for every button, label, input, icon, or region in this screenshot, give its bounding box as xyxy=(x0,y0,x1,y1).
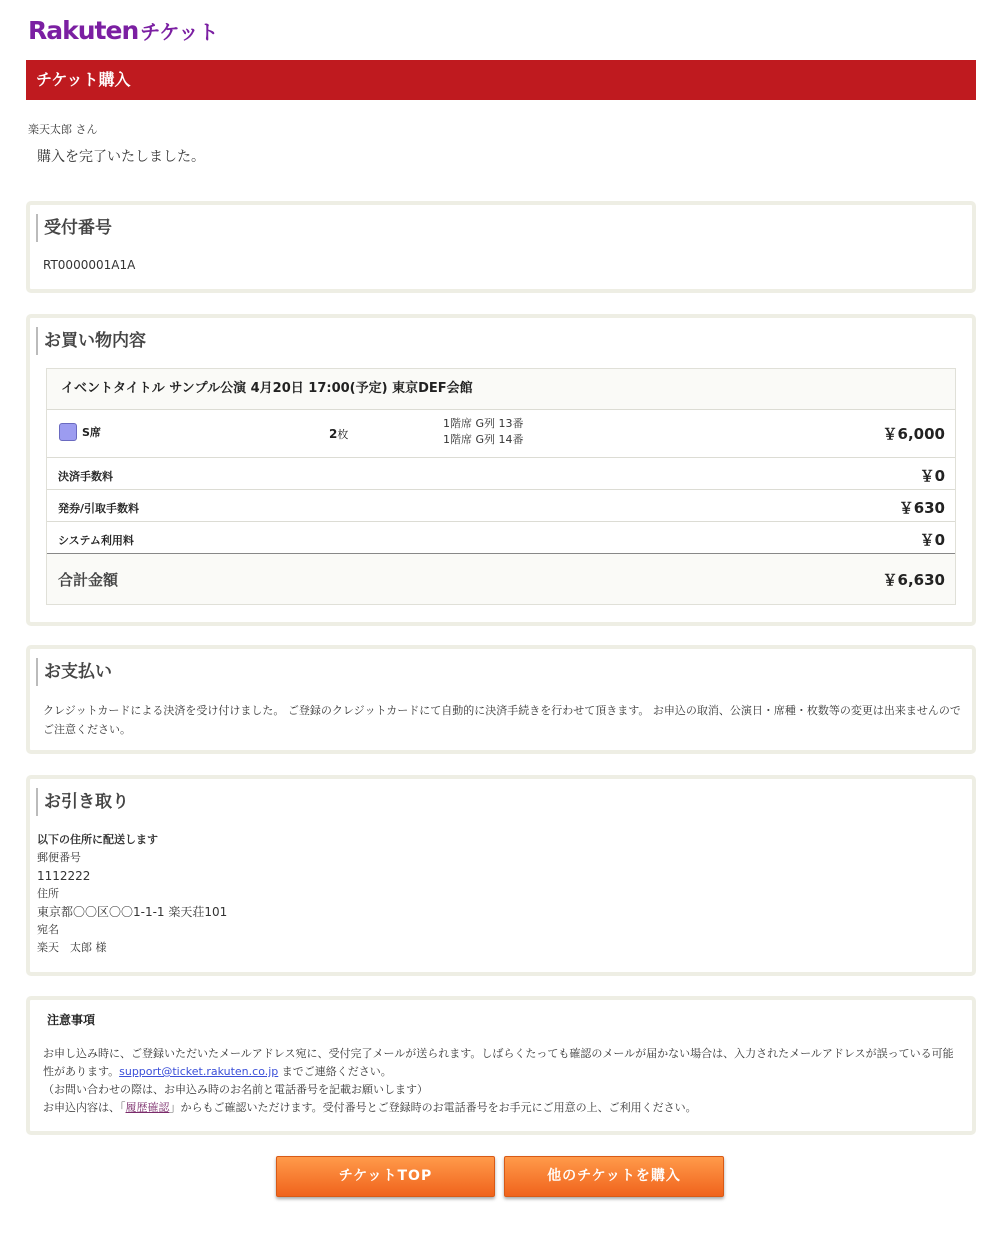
fee-value: ￥0 xyxy=(919,531,945,549)
delivery-note: 以下の住所に配送します xyxy=(37,833,158,846)
user-greeting: 楽天太郎 さん xyxy=(28,123,98,136)
buy-other-ticket-button[interactable]: 他のチケットを購入 xyxy=(504,1156,724,1197)
notice-heading: 注意事項 xyxy=(47,1013,96,1027)
notice-text: までご連絡ください。 xyxy=(278,1065,392,1078)
notice-body xyxy=(43,1045,962,1117)
rakuten-ticket-logo[interactable] xyxy=(28,14,218,46)
seat-quantity xyxy=(329,426,348,442)
receipt-panel xyxy=(26,201,976,293)
purchase-panel xyxy=(26,314,976,626)
notice-panel xyxy=(26,996,976,1135)
pickup-panel xyxy=(26,775,976,976)
fee-value: ￥0 xyxy=(919,467,945,485)
total-row xyxy=(47,554,955,604)
payment-text: クレジットカードによる決済を受け付けました。 ご登録のクレジットカードにて自動的に決済手続きを行わせて頂きます。 お申込の取消、公演日・席種・枚数等の変更は出来ませんのでご注意ください。 xyxy=(43,704,961,736)
total-label: 合計金額 xyxy=(58,571,119,589)
recipient-label: 宛名 xyxy=(37,923,59,936)
event-title: イベントタイトル サンプル公演 4月20日 17:00(予定) 東京DEF会館 xyxy=(47,369,955,410)
seat-price: ￥6,000 xyxy=(882,425,945,443)
logo-product: チケット xyxy=(140,19,219,44)
seat-type: S席 xyxy=(82,426,101,439)
notice-line-history xyxy=(43,1099,962,1117)
notice-line-email xyxy=(43,1045,962,1081)
payment-heading: お支払い xyxy=(36,658,972,686)
payment-panel xyxy=(26,645,976,754)
postal-label: 郵便番号 xyxy=(37,851,81,864)
logo-brand: Rakuten xyxy=(28,15,139,45)
seat-row xyxy=(47,410,955,458)
seat-color-chip xyxy=(59,423,77,441)
fee-row-ticketing xyxy=(47,490,955,522)
purchase-heading: お買い物内容 xyxy=(36,327,972,355)
page-title-bar: チケット購入 xyxy=(26,60,976,100)
fee-value: ￥630 xyxy=(898,499,945,517)
seat-qty-unit: 枚 xyxy=(337,428,349,441)
notice-line-inquiry: （お問い合わせの際は、お申込み時のお名前と電話番号を記載お願いします） xyxy=(43,1083,428,1096)
seat-positions xyxy=(443,416,524,448)
seat-qty-number: 2 xyxy=(329,427,338,441)
address-label: 住所 xyxy=(37,887,59,900)
fee-row-payment xyxy=(47,458,955,490)
pickup-heading: お引き取り xyxy=(36,788,972,816)
fee-label: 発券/引取手数料 xyxy=(58,502,140,515)
purchase-detail-table xyxy=(46,368,956,605)
postal-value: 1112222 xyxy=(37,869,91,883)
pickup-details xyxy=(37,831,227,957)
address-value: 東京都〇〇区〇〇1-1-1 楽天荘101 xyxy=(37,905,228,919)
seat-position: 1階席 G列 14番 xyxy=(443,433,524,446)
receipt-number: RT0000001A1A xyxy=(43,258,136,272)
notice-text: 」からもご確認いただけます。受付番号とご登録時のお電話番号をお手元にご用意の上、ご利用ください。 xyxy=(169,1101,697,1114)
notice-text: お申し込み時に、ご登録いただいたメールアドレス宛に、受付完了メールが送られます。しばらくたっても確認のメールが届かない場合は、入力されたメールアドレスが誤っている可能性があります。 xyxy=(43,1047,954,1078)
support-email-link[interactable]: support@ticket.rakuten.co.jp xyxy=(119,1065,279,1078)
ticket-top-button[interactable]: チケットTOP xyxy=(276,1156,495,1197)
fee-label: システム利用料 xyxy=(58,534,134,547)
receipt-heading: 受付番号 xyxy=(36,214,972,242)
notice-text: お申込内容は、「 xyxy=(43,1101,126,1114)
seat-position: 1階席 G列 13番 xyxy=(443,417,524,430)
fee-row-system xyxy=(47,522,955,554)
purchase-complete-message: 購入を完了いたしました。 xyxy=(37,149,205,165)
total-value: ￥6,630 xyxy=(882,571,945,589)
fee-label: 決済手数料 xyxy=(58,470,113,483)
history-link[interactable]: 履歴確認 xyxy=(125,1101,170,1114)
recipient-value: 楽天 太郎 様 xyxy=(37,941,107,954)
